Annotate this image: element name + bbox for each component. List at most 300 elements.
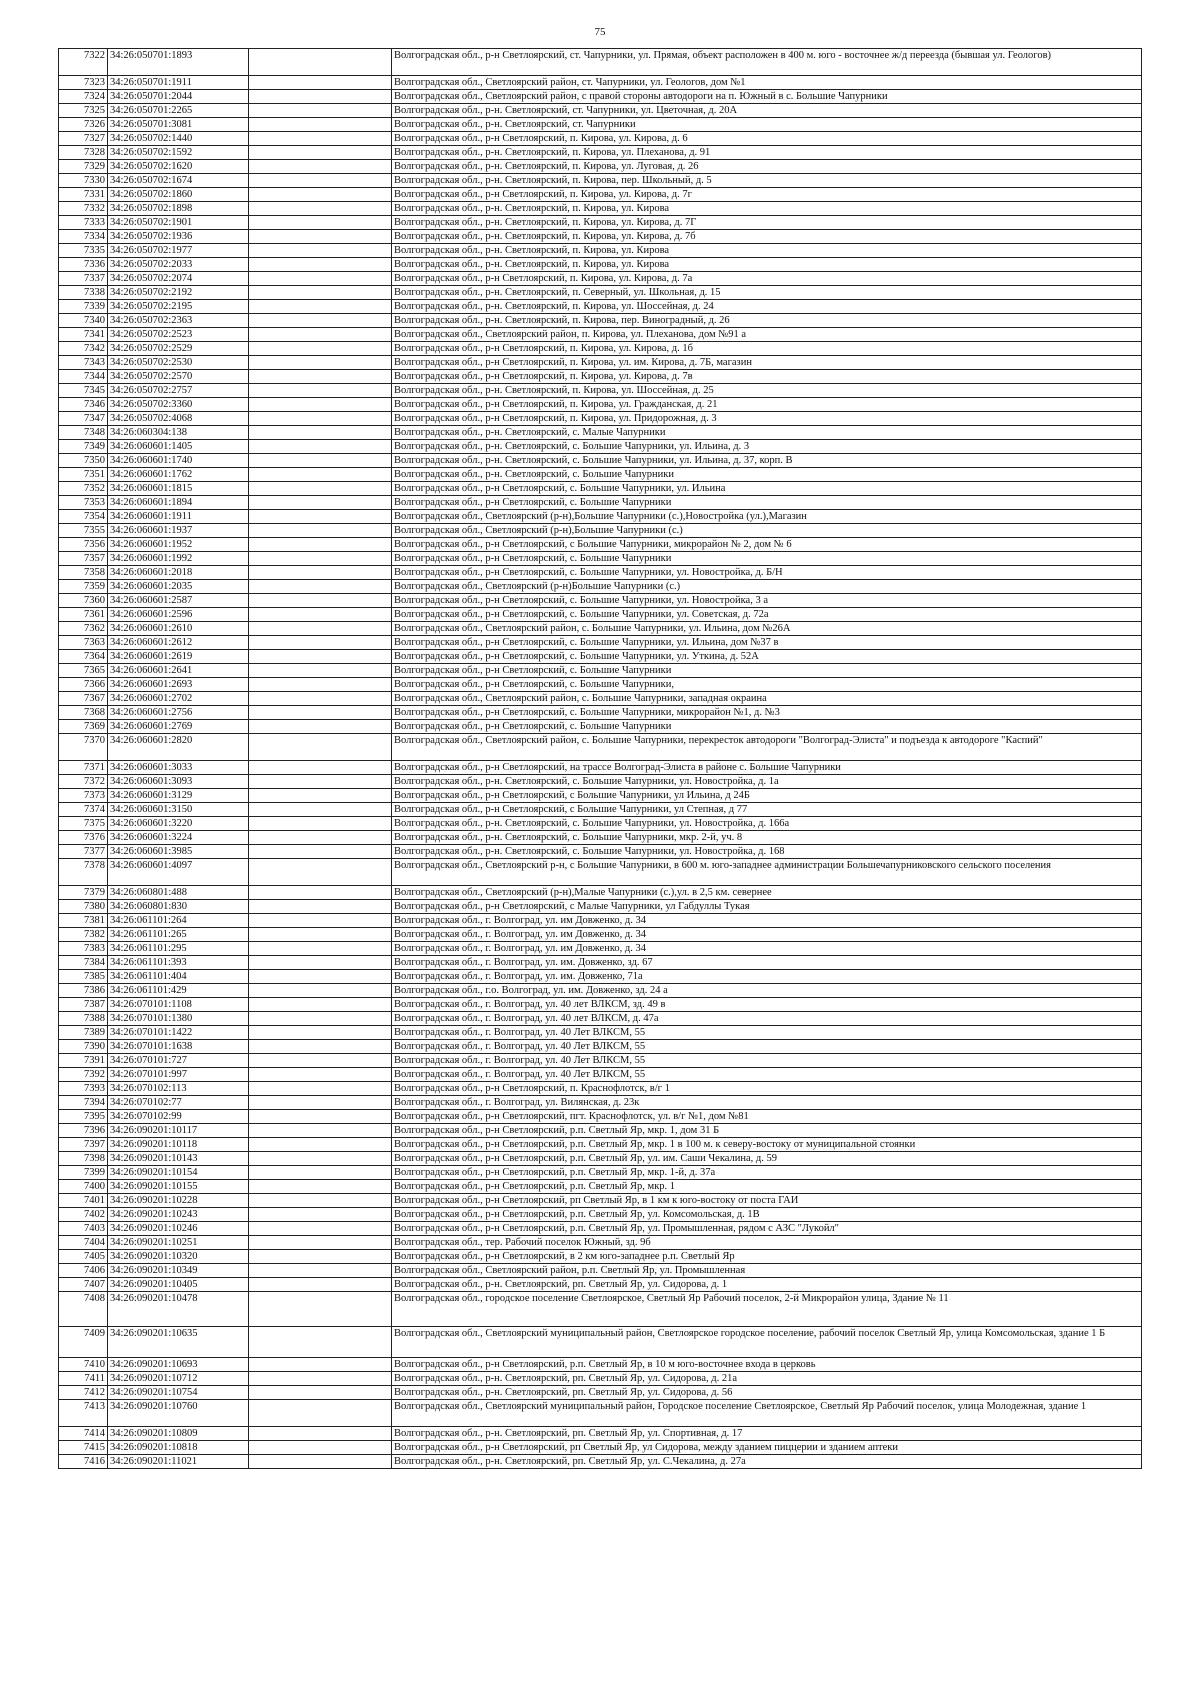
cadastral-number-cell: 34:26:090201:10635	[108, 1327, 249, 1358]
address-cell: Волгоградская обл., Светлоярский (р-н),Малые Чапурники (с.),ул. в 2,5 км. севернее	[392, 886, 1142, 900]
table-row	[59, 496, 1142, 510]
cadastral-number-cell: 34:26:061101:264	[108, 914, 249, 928]
row-number-cell: 7336	[59, 258, 108, 272]
row-number-cell: 7347	[59, 412, 108, 426]
empty-cell	[249, 831, 392, 845]
empty-cell	[249, 1082, 392, 1096]
table-row	[59, 216, 1142, 230]
cadastral-number-cell: 34:26:090201:10246	[108, 1222, 249, 1236]
empty-cell	[249, 412, 392, 426]
empty-cell	[249, 580, 392, 594]
table-row	[59, 636, 1142, 650]
table-row	[59, 188, 1142, 202]
row-number-cell: 7407	[59, 1278, 108, 1292]
cadastral-number-cell: 34:26:060601:2702	[108, 692, 249, 706]
cadastral-number-cell: 34:26:090201:10251	[108, 1236, 249, 1250]
address-cell: Волгоградская обл., Светлоярский район, с. Большие Чапурники, западная окраина	[392, 692, 1142, 706]
address-cell: Волгоградская обл., р-н Светлоярский, пгт. Краснофлотск, ул. в/г №1, дом №81	[392, 1110, 1142, 1124]
empty-cell	[249, 761, 392, 775]
table-row	[59, 886, 1142, 900]
row-number-cell: 7333	[59, 216, 108, 230]
empty-cell	[249, 510, 392, 524]
table-row	[59, 1040, 1142, 1054]
cadastral-number-cell: 34:26:060601:3033	[108, 761, 249, 775]
cadastral-number-cell: 34:26:090201:10712	[108, 1372, 249, 1386]
row-number-cell: 7404	[59, 1236, 108, 1250]
row-number-cell: 7334	[59, 230, 108, 244]
empty-cell	[249, 104, 392, 118]
table-row	[59, 286, 1142, 300]
table-row	[59, 859, 1142, 886]
address-cell: Волгоградская обл., р-н Светлоярский, п. Кирова, ул. Кирова, д. 7в	[392, 370, 1142, 384]
cadastral-number-cell: 34:26:090201:10155	[108, 1180, 249, 1194]
table-row	[59, 1082, 1142, 1096]
empty-cell	[249, 160, 392, 174]
address-cell: Волгоградская обл., тер. Рабочий поселок Южный, зд. 9б	[392, 1236, 1142, 1250]
table-row	[59, 942, 1142, 956]
address-cell: Волгоградская обл., р-н. Светлоярский, с. Большие Чапурники	[392, 468, 1142, 482]
address-cell: Волгоградская обл., р-н Светлоярский, рп Светлый Яр, в 1 км к юго-востоку от поста ГАИ	[392, 1194, 1142, 1208]
row-number-cell: 7332	[59, 202, 108, 216]
cadastral-number-cell: 34:26:090201:10349	[108, 1264, 249, 1278]
address-cell: Волгоградская обл., г. Волгоград, ул. 40 Лет ВЛКСМ, 55	[392, 1026, 1142, 1040]
table-row	[59, 1278, 1142, 1292]
row-number-cell: 7389	[59, 1026, 108, 1040]
row-number-cell: 7391	[59, 1054, 108, 1068]
table-row	[59, 664, 1142, 678]
cadastral-number-cell: 34:26:050702:1977	[108, 244, 249, 258]
address-cell: Волгоградская обл., р-н. Светлоярский, с. Большие Чапурники, мкр. 2-й, уч. 8	[392, 831, 1142, 845]
cadastral-number-cell: 34:26:060601:1894	[108, 496, 249, 510]
table-row	[59, 789, 1142, 803]
address-cell: Волгоградская обл., р-н Светлоярский, р.п. Светлый Яр, ул. им. Саши Чекалина, д. 59	[392, 1152, 1142, 1166]
empty-cell	[249, 244, 392, 258]
table-row	[59, 817, 1142, 831]
cadastral-number-cell: 34:26:060601:2619	[108, 650, 249, 664]
empty-cell	[249, 970, 392, 984]
empty-cell	[249, 1441, 392, 1455]
address-cell: Волгоградская обл., р-н Светлоярский, р.п. Светлый Яр, мкр. 1 в 100 м. к северу-востоку от муниципальной стоянки	[392, 1138, 1142, 1152]
cadastral-number-cell: 34:26:061101:265	[108, 928, 249, 942]
address-cell: Волгоградская обл., р-н. Светлоярский, с. Большие Чапурники, ул. Новостройка, д. 166а	[392, 817, 1142, 831]
cadastral-number-cell: 34:26:060601:1740	[108, 454, 249, 468]
address-cell: Волгоградская обл., р-н. Светлоярский, с. Большие Чапурники, ул. Ильина, д. 37, корп. В	[392, 454, 1142, 468]
cadastral-number-cell: 34:26:070101:1422	[108, 1026, 249, 1040]
cadastral-number-cell: 34:26:060601:2610	[108, 622, 249, 636]
address-cell: Волгоградская обл., р-н. Светлоярский, п. Кирова, пер. Виноградный, д. 26	[392, 314, 1142, 328]
cadastral-number-cell: 34:26:050701:1893	[108, 49, 249, 76]
address-cell: Волгоградская обл., р-н Светлоярский, р.п. Светлый Яр, мкр. 1-й, д. 37а	[392, 1166, 1142, 1180]
table-row	[59, 104, 1142, 118]
address-cell: Волгоградская обл., р-н Светлоярский, с. Большие Чапурники	[392, 720, 1142, 734]
cadastral-number-cell: 34:26:060601:2596	[108, 608, 249, 622]
empty-cell	[249, 845, 392, 859]
address-cell: Волгоградская обл., р-н Светлоярский, с Большие Чапурники, микрорайон № 2, дом № 6	[392, 538, 1142, 552]
empty-cell	[249, 1040, 392, 1054]
cadastral-number-cell: 34:26:050702:2757	[108, 384, 249, 398]
empty-cell	[249, 49, 392, 76]
empty-cell	[249, 398, 392, 412]
empty-cell	[249, 1455, 392, 1469]
cadastral-number-cell: 34:26:050702:1936	[108, 230, 249, 244]
cadastral-number-cell: 34:26:061101:295	[108, 942, 249, 956]
empty-cell	[249, 356, 392, 370]
address-cell: Волгоградская обл., р-н. Светлоярский, рп. Светлый Яр, ул. Спортивная, д. 17	[392, 1427, 1142, 1441]
empty-cell	[249, 928, 392, 942]
cadastral-number-cell: 34:26:060601:1992	[108, 552, 249, 566]
empty-cell	[249, 1292, 392, 1327]
empty-cell	[249, 1208, 392, 1222]
row-number-cell: 7330	[59, 174, 108, 188]
cadastral-number-cell: 34:26:050701:1911	[108, 76, 249, 90]
address-cell: Волгоградская обл., р-н Светлоярский, с. Большие Чапурники, ул. Советская, д. 72а	[392, 608, 1142, 622]
empty-cell	[249, 146, 392, 160]
cadastral-number-cell: 34:26:090201:10809	[108, 1427, 249, 1441]
address-cell: Волгоградская обл., р-н. Светлоярский, с. Большие Чапурники, ул. Новостройка, д. 1а	[392, 775, 1142, 789]
cadastral-number-cell: 34:26:060601:2587	[108, 594, 249, 608]
empty-cell	[249, 1427, 392, 1441]
cadastral-number-cell: 34:26:060601:1405	[108, 440, 249, 454]
row-number-cell: 7378	[59, 859, 108, 886]
row-number-cell: 7410	[59, 1358, 108, 1372]
address-cell: Волгоградская обл., г. Волгоград, ул. 40 лет ВЛКСМ, д. 47а	[392, 1012, 1142, 1026]
registry-table	[58, 48, 1142, 1469]
row-number-cell: 7373	[59, 789, 108, 803]
table-row	[59, 608, 1142, 622]
table-row	[59, 1124, 1142, 1138]
address-cell: Волгоградская обл., р-н. Светлоярский, п. Кирова, ул. Плеханова, д. 91	[392, 146, 1142, 160]
empty-cell	[249, 1180, 392, 1194]
cadastral-number-cell: 34:26:090201:10117	[108, 1124, 249, 1138]
cadastral-number-cell: 34:26:050702:2570	[108, 370, 249, 384]
row-number-cell: 7335	[59, 244, 108, 258]
row-number-cell: 7361	[59, 608, 108, 622]
address-cell: Волгоградская обл., Светлоярский район, с. Большие Чапурники, ул. Ильина, дом №26А	[392, 622, 1142, 636]
cadastral-number-cell: 34:26:070101:1638	[108, 1040, 249, 1054]
row-number-cell: 7346	[59, 398, 108, 412]
empty-cell	[249, 552, 392, 566]
row-number-cell: 7394	[59, 1096, 108, 1110]
table-row	[59, 1427, 1142, 1441]
table-row	[59, 328, 1142, 342]
row-number-cell: 7323	[59, 76, 108, 90]
row-number-cell: 7331	[59, 188, 108, 202]
row-number-cell: 7337	[59, 272, 108, 286]
row-number-cell: 7416	[59, 1455, 108, 1469]
cadastral-number-cell: 34:26:070101:997	[108, 1068, 249, 1082]
row-number-cell: 7340	[59, 314, 108, 328]
table-row	[59, 720, 1142, 734]
registry-table-body	[59, 49, 1142, 1469]
empty-cell	[249, 678, 392, 692]
row-number-cell: 7342	[59, 342, 108, 356]
row-number-cell: 7344	[59, 370, 108, 384]
cadastral-number-cell: 34:26:050701:2265	[108, 104, 249, 118]
empty-cell	[249, 174, 392, 188]
cadastral-number-cell: 34:26:060304:138	[108, 426, 249, 440]
table-row	[59, 622, 1142, 636]
table-row	[59, 831, 1142, 845]
row-number-cell: 7357	[59, 552, 108, 566]
row-number-cell: 7411	[59, 1372, 108, 1386]
row-number-cell: 7341	[59, 328, 108, 342]
row-number-cell: 7349	[59, 440, 108, 454]
row-number-cell: 7385	[59, 970, 108, 984]
empty-cell	[249, 1236, 392, 1250]
address-cell: Волгоградская обл., р-н Светлоярский, с. Большие Чапурники	[392, 664, 1142, 678]
empty-cell	[249, 328, 392, 342]
cadastral-number-cell: 34:26:050702:1901	[108, 216, 249, 230]
empty-cell	[249, 384, 392, 398]
address-cell: Волгоградская обл., р-н. Светлоярский, ст. Чапурники	[392, 118, 1142, 132]
row-number-cell: 7406	[59, 1264, 108, 1278]
empty-cell	[249, 789, 392, 803]
cadastral-number-cell: 34:26:090201:10693	[108, 1358, 249, 1372]
address-cell: Волгоградская обл., р-н Светлоярский, п. Краснофлотск, в/г 1	[392, 1082, 1142, 1096]
table-row	[59, 552, 1142, 566]
row-number-cell: 7353	[59, 496, 108, 510]
cadastral-number-cell: 34:26:050702:3360	[108, 398, 249, 412]
empty-cell	[249, 1138, 392, 1152]
row-number-cell: 7368	[59, 706, 108, 720]
row-number-cell: 7380	[59, 900, 108, 914]
empty-cell	[249, 1054, 392, 1068]
cadastral-number-cell: 34:26:090201:10143	[108, 1152, 249, 1166]
cadastral-number-cell: 34:26:060601:4097	[108, 859, 249, 886]
cadastral-number-cell: 34:26:050702:2530	[108, 356, 249, 370]
table-row	[59, 426, 1142, 440]
empty-cell	[249, 594, 392, 608]
address-cell: Волгоградская обл., г. Волгоград, ул. 40 Лет ВЛКСМ, 55	[392, 1054, 1142, 1068]
address-cell: Волгоградская обл., р-н Светлоярский, с. Большие Чапурники,	[392, 678, 1142, 692]
address-cell: Волгоградская обл., Светлоярский район, ст. Чапурники, ул. Геологов, дом №1	[392, 76, 1142, 90]
cadastral-number-cell: 34:26:050702:1898	[108, 202, 249, 216]
empty-cell	[249, 524, 392, 538]
empty-cell	[249, 900, 392, 914]
address-cell: Волгоградская обл., р-н Светлоярский, с. Большие Чапурники, микрорайон №1, д. №3	[392, 706, 1142, 720]
table-row	[59, 342, 1142, 356]
cadastral-number-cell: 34:26:070102:113	[108, 1082, 249, 1096]
cadastral-number-cell: 34:26:070101:1108	[108, 998, 249, 1012]
cadastral-number-cell: 34:26:050702:1674	[108, 174, 249, 188]
row-number-cell: 7395	[59, 1110, 108, 1124]
table-row	[59, 132, 1142, 146]
table-row	[59, 706, 1142, 720]
address-cell: Волгоградская обл., Светлоярский (р-н)Большие Чапурники (с.)	[392, 580, 1142, 594]
cadastral-number-cell: 34:26:060601:2018	[108, 566, 249, 580]
address-cell: Волгоградская обл., Светлоярский р-н, с Большие Чапурники, в 600 м. юго-западнее администрации Большечапурниковского сельского поселения	[392, 859, 1142, 886]
empty-cell	[249, 817, 392, 831]
row-number-cell: 7366	[59, 678, 108, 692]
row-number-cell: 7412	[59, 1386, 108, 1400]
cadastral-number-cell: 34:26:060601:3985	[108, 845, 249, 859]
row-number-cell: 7386	[59, 984, 108, 998]
table-row	[59, 482, 1142, 496]
row-number-cell: 7409	[59, 1327, 108, 1358]
address-cell: Волгоградская обл., г.о. Волгоград, ул. им. Довженко, зд. 24 а	[392, 984, 1142, 998]
empty-cell	[249, 1166, 392, 1180]
row-number-cell: 7343	[59, 356, 108, 370]
cadastral-number-cell: 34:26:061101:404	[108, 970, 249, 984]
address-cell: Волгоградская обл., г. Волгоград, ул. 40 лет ВЛКСМ, зд. 49 в	[392, 998, 1142, 1012]
address-cell: Волгоградская обл., р-н Светлоярский, с. Большие Чапурники	[392, 496, 1142, 510]
row-number-cell: 7415	[59, 1441, 108, 1455]
cadastral-number-cell: 34:26:050702:1620	[108, 160, 249, 174]
address-cell: Волгоградская обл., р-н Светлоярский, р.п. Светлый Яр, мкр. 1, дом 31 Б	[392, 1124, 1142, 1138]
cadastral-number-cell: 34:26:061101:429	[108, 984, 249, 998]
empty-cell	[249, 636, 392, 650]
table-row	[59, 384, 1142, 398]
table-row	[59, 468, 1142, 482]
empty-cell	[249, 956, 392, 970]
row-number-cell: 7329	[59, 160, 108, 174]
empty-cell	[249, 468, 392, 482]
address-cell: Волгоградская обл., р-н Светлоярский, с. Большие Чапурники, ул. Ильина	[392, 482, 1142, 496]
table-row	[59, 314, 1142, 328]
empty-cell	[249, 1068, 392, 1082]
address-cell: Волгоградская обл., р-н. Светлоярский, п. Кирова, ул. Кирова, д. 7Г	[392, 216, 1142, 230]
address-cell: Волгоградская обл., Светлоярский район, п. Кирова, ул. Плеханова, дом №91 а	[392, 328, 1142, 342]
address-cell: Волгоградская обл., р-н Светлоярский, п. Кирова, ул. Придорожная, д. 3	[392, 412, 1142, 426]
row-number-cell: 7414	[59, 1427, 108, 1441]
address-cell: Волгоградская обл., р-н Светлоярский, р.п. Светлый Яр, в 10 м юго-восточнее входа в церковь	[392, 1358, 1142, 1372]
address-cell: Волгоградская обл., р-н Светлоярский, ст. Чапурники, ул. Прямая, объект расположен в 400 м. юго - восточнее ж/д переезда (бывшая ул. Геологов)	[392, 49, 1142, 76]
empty-cell	[249, 1358, 392, 1372]
table-row	[59, 775, 1142, 789]
table-row	[59, 984, 1142, 998]
row-number-cell: 7390	[59, 1040, 108, 1054]
cadastral-number-cell: 34:26:050702:1440	[108, 132, 249, 146]
address-cell: Волгоградская обл., г. Волгоград, ул. им Довженко, д. 34	[392, 914, 1142, 928]
empty-cell	[249, 314, 392, 328]
row-number-cell: 7365	[59, 664, 108, 678]
cadastral-number-cell: 34:26:060601:1815	[108, 482, 249, 496]
row-number-cell: 7328	[59, 146, 108, 160]
table-row	[59, 272, 1142, 286]
cadastral-number-cell: 34:26:060601:2756	[108, 706, 249, 720]
address-cell: Волгоградская обл., р-н. Светлоярский, рп. Светлый Яр, ул. Сидорова, д. 56	[392, 1386, 1142, 1400]
table-row	[59, 1026, 1142, 1040]
empty-cell	[249, 1386, 392, 1400]
cadastral-number-cell: 34:26:060601:2820	[108, 734, 249, 761]
empty-cell	[249, 440, 392, 454]
empty-cell	[249, 132, 392, 146]
address-cell: Волгоградская обл., р-н Светлоярский, с Большие Чапурники, ул Степная, д 77	[392, 803, 1142, 817]
empty-cell	[249, 1278, 392, 1292]
address-cell: Волгоградская обл., р-н Светлоярский, р.п. Светлый Яр, ул. Комсомольская, д. 1В	[392, 1208, 1142, 1222]
row-number-cell: 7392	[59, 1068, 108, 1082]
table-row	[59, 1441, 1142, 1455]
cadastral-number-cell: 34:26:090201:10243	[108, 1208, 249, 1222]
cadastral-number-cell: 34:26:050702:2192	[108, 286, 249, 300]
address-cell: Волгоградская обл., Светлоярский район, с правой стороны автодороги на п. Южный в с. Большие Чапурники	[392, 90, 1142, 104]
address-cell: Волгоградская обл., р-н. Светлоярский, п. Кирова, ул. Луговая, д. 26	[392, 160, 1142, 174]
cadastral-number-cell: 34:26:070102:99	[108, 1110, 249, 1124]
table-row	[59, 300, 1142, 314]
cadastral-number-cell: 34:26:050702:4068	[108, 412, 249, 426]
cadastral-number-cell: 34:26:060601:3093	[108, 775, 249, 789]
table-row	[59, 1358, 1142, 1372]
table-row	[59, 1068, 1142, 1082]
cadastral-number-cell: 34:26:060601:1937	[108, 524, 249, 538]
table-row	[59, 1327, 1142, 1358]
address-cell: Волгоградская обл., р-н Светлоярский, р.п. Светлый Яр, мкр. 1	[392, 1180, 1142, 1194]
row-number-cell: 7355	[59, 524, 108, 538]
empty-cell	[249, 886, 392, 900]
address-cell: Волгоградская обл., р-н. Светлоярский, п. Кирова, ул. Кирова	[392, 258, 1142, 272]
empty-cell	[249, 342, 392, 356]
empty-cell	[249, 859, 392, 886]
address-cell: Волгоградская обл., г. Волгоград, ул. 40 Лет ВЛКСМ, 55	[392, 1068, 1142, 1082]
table-row	[59, 1152, 1142, 1166]
table-row	[59, 1096, 1142, 1110]
row-number-cell: 7325	[59, 104, 108, 118]
table-row	[59, 524, 1142, 538]
row-number-cell: 7352	[59, 482, 108, 496]
row-number-cell: 7383	[59, 942, 108, 956]
table-row	[59, 1222, 1142, 1236]
cadastral-number-cell: 34:26:060601:2612	[108, 636, 249, 650]
cadastral-number-cell: 34:26:090201:10760	[108, 1400, 249, 1427]
table-row	[59, 370, 1142, 384]
cadastral-number-cell: 34:26:090201:10228	[108, 1194, 249, 1208]
row-number-cell: 7377	[59, 845, 108, 859]
row-number-cell: 7369	[59, 720, 108, 734]
cadastral-number-cell: 34:26:060601:3224	[108, 831, 249, 845]
empty-cell	[249, 76, 392, 90]
address-cell: Волгоградская обл., р-н. Светлоярский, п. Кирова, ул. Кирова	[392, 202, 1142, 216]
row-number-cell: 7339	[59, 300, 108, 314]
address-cell: Волгоградская обл., Светлоярский район, р.п. Светлый Яр, ул. Промышленная	[392, 1264, 1142, 1278]
address-cell: Волгоградская обл., р-н Светлоярский, с. Большие Чапурники, ул. Новостройка, д. Б/Н	[392, 566, 1142, 580]
empty-cell	[249, 90, 392, 104]
empty-cell	[249, 608, 392, 622]
cadastral-number-cell: 34:26:050702:2195	[108, 300, 249, 314]
table-row	[59, 900, 1142, 914]
table-row	[59, 1400, 1142, 1427]
row-number-cell: 7372	[59, 775, 108, 789]
row-number-cell: 7374	[59, 803, 108, 817]
address-cell: Волгоградская обл., р-н Светлоярский, с. Большие Чапурники, ул. Ильина, дом №37 в	[392, 636, 1142, 650]
address-cell: Волгоградская обл., р-н. Светлоярский, п. Кирова, пер. Школьный, д. 5	[392, 174, 1142, 188]
cadastral-number-cell: 34:26:050702:2523	[108, 328, 249, 342]
table-row	[59, 1264, 1142, 1278]
table-row	[59, 1054, 1142, 1068]
empty-cell	[249, 1012, 392, 1026]
cadastral-number-cell: 34:26:070101:727	[108, 1054, 249, 1068]
cadastral-number-cell: 34:26:060601:1952	[108, 538, 249, 552]
empty-cell	[249, 216, 392, 230]
address-cell: Волгоградская обл., р-н. Светлоярский, п. Кирова, ул. Кирова	[392, 244, 1142, 258]
empty-cell	[249, 1400, 392, 1427]
address-cell: Волгоградская обл., р-н Светлоярский, в 2 км юго-западнее р.п. Светлый Яр	[392, 1250, 1142, 1264]
table-row	[59, 76, 1142, 90]
address-cell: Волгоградская обл., р-н Светлоярский, на трассе Волгоград-Элиста в районе с. Большие Чапурники	[392, 761, 1142, 775]
cadastral-number-cell: 34:26:090201:11021	[108, 1455, 249, 1469]
cadastral-number-cell: 34:26:050702:2529	[108, 342, 249, 356]
cadastral-number-cell: 34:26:060601:3220	[108, 817, 249, 831]
row-number-cell: 7354	[59, 510, 108, 524]
table-row	[59, 160, 1142, 174]
row-number-cell: 7364	[59, 650, 108, 664]
table-row	[59, 1110, 1142, 1124]
cadastral-number-cell: 34:26:050702:1592	[108, 146, 249, 160]
table-row	[59, 202, 1142, 216]
row-number-cell: 7382	[59, 928, 108, 942]
address-cell: Волгоградская обл., р-н Светлоярский, рп Светлый Яр, ул Сидорова, между зданием пиццерии и зданием аптеки	[392, 1441, 1142, 1455]
cadastral-number-cell: 34:26:060601:2035	[108, 580, 249, 594]
empty-cell	[249, 622, 392, 636]
